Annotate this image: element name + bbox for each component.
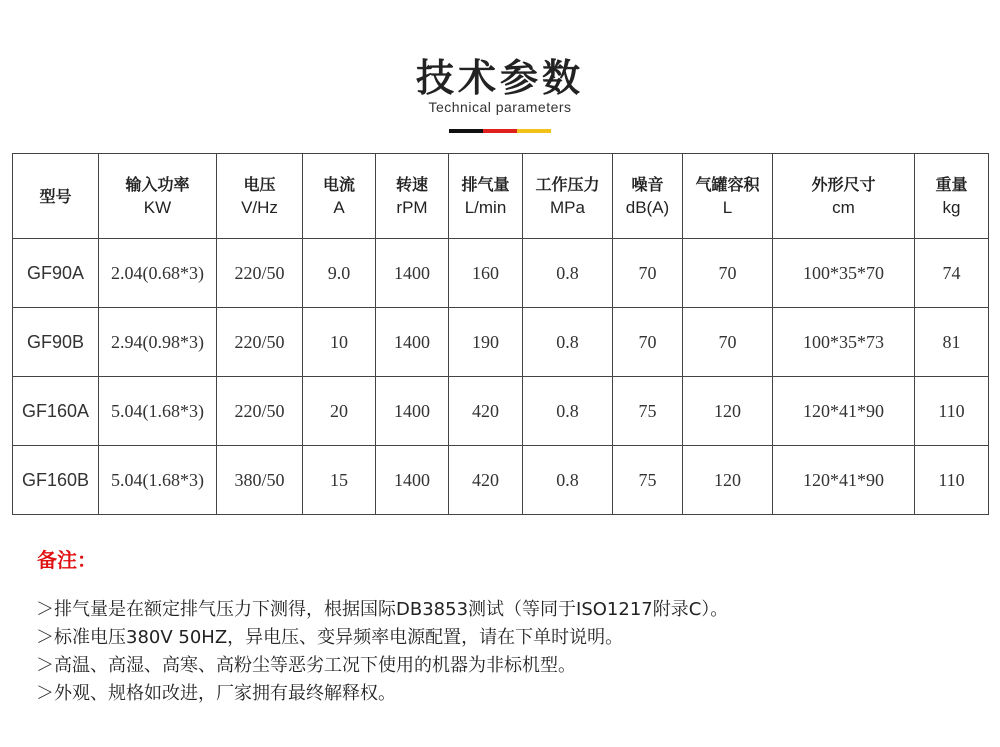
cell-pressure: 0.8 — [523, 239, 613, 308]
divider-red-segment — [483, 129, 517, 133]
cell-weight: 110 — [915, 377, 989, 446]
cell-displacement: 190 — [449, 308, 523, 377]
header-label: 转速 — [395, 175, 428, 194]
header-unit: MPa — [550, 198, 585, 217]
header-label: 型号 — [39, 186, 72, 206]
cell-tank: 70 — [683, 239, 773, 308]
header-unit: L/min — [464, 198, 507, 217]
cell-displacement: 420 — [449, 377, 523, 446]
note-item: ＞标准电压380V 50HZ，异电压、变异频率电源配置，请在下单时说明。 — [36, 627, 624, 648]
header-label: 电压 — [243, 175, 276, 194]
cell-tank: 120 — [683, 377, 773, 446]
divider-black-segment — [449, 129, 483, 133]
page-title: 技术参数 — [415, 56, 584, 100]
note-item: ＞排气量是在额定排气压力下测得，根据国际DB3853测试（等同于ISO1217附录C）。 — [36, 599, 729, 620]
header-unit: rPM — [396, 198, 428, 217]
page-subtitle: Technical parameters — [428, 99, 572, 115]
note-item: ＞高温、高湿、高寒、高粉尘等恶劣工况下使用的机器为非标机型。 — [36, 655, 576, 676]
header-cell-model — [13, 154, 99, 239]
header-unit: KW — [143, 198, 172, 217]
cell-noise: 70 — [613, 308, 683, 377]
cell-noise: 75 — [613, 446, 683, 515]
cell-current: 15 — [303, 446, 376, 515]
spec-table — [12, 153, 989, 515]
header-unit: kg — [942, 198, 961, 217]
cell-displacement: 420 — [449, 446, 523, 515]
header-unit: A — [333, 198, 345, 217]
cell-power: 5.04(1.68*3) — [99, 446, 217, 515]
cell-pressure: 0.8 — [523, 377, 613, 446]
cell-power: 2.04(0.68*3) — [99, 239, 217, 308]
header-cell-pressure — [523, 154, 613, 239]
cell-displacement: 160 — [449, 239, 523, 308]
cell-model: GF90B — [13, 308, 99, 377]
header-label: 重量 — [935, 175, 968, 194]
header-unit: cm — [832, 198, 855, 217]
cell-dimensions: 120*41*90 — [773, 446, 915, 515]
cell-speed: 1400 — [376, 377, 449, 446]
cell-pressure: 0.8 — [523, 446, 613, 515]
header-label: 气罐容积 — [695, 175, 760, 194]
header-label: 输入功率 — [125, 175, 190, 194]
cell-weight: 110 — [915, 446, 989, 515]
header-cell-weight — [915, 154, 989, 239]
cell-tank: 70 — [683, 308, 773, 377]
cell-dimensions: 100*35*73 — [773, 308, 915, 377]
header-unit: dB(A) — [625, 198, 670, 217]
header-cell-noise — [613, 154, 683, 239]
cell-voltage: 220/50 — [217, 239, 303, 308]
header-cell-power — [99, 154, 217, 239]
spec-table-header — [13, 154, 989, 239]
cell-current: 9.0 — [303, 239, 376, 308]
header-cell-current — [303, 154, 376, 239]
cell-voltage: 220/50 — [217, 377, 303, 446]
table-row — [13, 446, 989, 515]
cell-power: 2.94(0.98*3) — [99, 308, 217, 377]
table-row — [13, 377, 989, 446]
cell-speed: 1400 — [376, 308, 449, 377]
notes-title: 备注： — [37, 548, 97, 572]
header-label: 排气量 — [461, 175, 510, 194]
cell-tank: 120 — [683, 446, 773, 515]
spec-table-body — [13, 239, 989, 515]
cell-weight: 81 — [915, 308, 989, 377]
cell-dimensions: 100*35*70 — [773, 239, 915, 308]
cell-noise: 70 — [613, 239, 683, 308]
header-label: 电流 — [322, 175, 355, 194]
cell-speed: 1400 — [376, 446, 449, 515]
cell-model: GF160B — [13, 446, 99, 515]
header-cell-speed — [376, 154, 449, 239]
header-label: 噪音 — [631, 175, 664, 194]
cell-model: GF90A — [13, 239, 99, 308]
table-row — [13, 239, 989, 308]
table-row — [13, 308, 989, 377]
cell-speed: 1400 — [376, 239, 449, 308]
header-label: 外形尺寸 — [811, 175, 876, 194]
cell-pressure: 0.8 — [523, 308, 613, 377]
header-cell-voltage — [217, 154, 303, 239]
cell-current: 10 — [303, 308, 376, 377]
cell-model: GF160A — [13, 377, 99, 446]
cell-current: 20 — [303, 377, 376, 446]
header-unit: V/Hz — [241, 198, 278, 217]
cell-power: 5.04(1.68*3) — [99, 377, 217, 446]
header-label: 工作压力 — [535, 175, 600, 194]
note-item: ＞外观、规格如改进，厂家拥有最终解释权。 — [36, 683, 396, 704]
divider-yellow-segment — [517, 129, 551, 133]
cell-voltage: 220/50 — [217, 308, 303, 377]
tricolor-divider — [449, 129, 551, 133]
cell-weight: 74 — [915, 239, 989, 308]
cell-dimensions: 120*41*90 — [773, 377, 915, 446]
header-unit: L — [722, 198, 733, 217]
cell-noise: 75 — [613, 377, 683, 446]
notes-list — [36, 596, 728, 708]
header-cell-dimensions — [773, 154, 915, 239]
cell-voltage: 380/50 — [217, 446, 303, 515]
header-cell-displacement — [449, 154, 523, 239]
header-cell-tank — [683, 154, 773, 239]
